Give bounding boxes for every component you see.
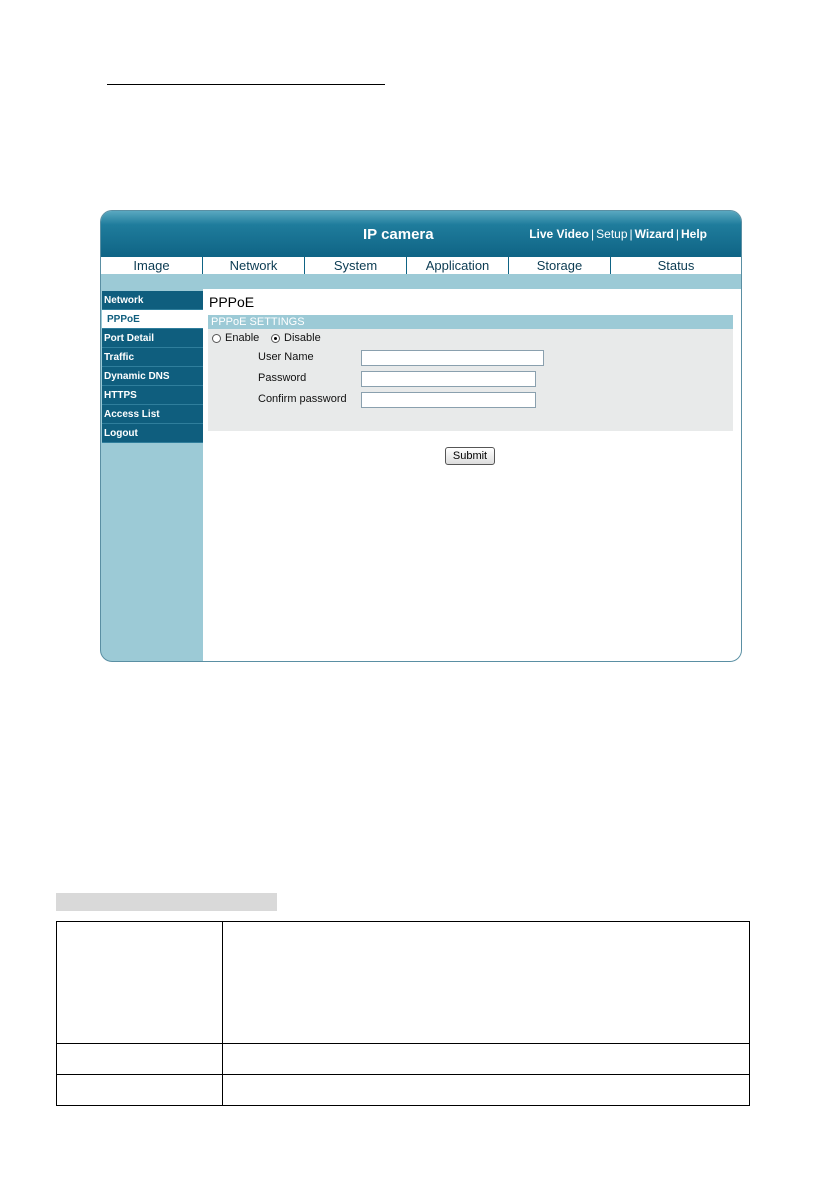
header-links [529, 227, 707, 241]
main-tab-bar [101, 256, 741, 275]
table-cell [57, 1044, 223, 1075]
link-separator: | [675, 227, 679, 241]
link-wizard[interactable]: Wizard [634, 227, 674, 241]
section-header: PPPoE SETTINGS [208, 315, 733, 329]
table-cell [223, 1044, 750, 1075]
link-setup[interactable]: Setup [596, 227, 628, 241]
user-name-label: User Name [258, 351, 314, 363]
sidebar-item-pppoe[interactable]: PPPoE [102, 310, 203, 329]
table-row [57, 1075, 750, 1106]
sidebar-item-traffic[interactable]: Traffic [102, 348, 203, 367]
submit-button[interactable]: Submit [445, 447, 495, 465]
confirm-password-label: Confirm password [258, 393, 347, 405]
confirm-password-input[interactable] [361, 392, 536, 408]
tab-network[interactable]: Network [203, 257, 305, 274]
disable-label: Disable [284, 332, 321, 344]
main-content [203, 289, 741, 661]
link-live-video[interactable]: Live Video [529, 227, 590, 241]
pppoe-settings-panel [208, 329, 733, 431]
header-bar [101, 211, 741, 257]
document-highlight-bar [56, 893, 277, 911]
document-heading-underline [107, 84, 385, 85]
sidebar-item-port-detail[interactable]: Port Detail [102, 329, 203, 348]
password-input[interactable] [361, 371, 536, 387]
tab-storage[interactable]: Storage [509, 257, 611, 274]
table-cell [57, 922, 223, 1044]
sub-strip [101, 274, 741, 289]
sidebar-item-network[interactable]: Network [102, 291, 203, 310]
password-label: Password [258, 372, 307, 384]
tab-application[interactable]: Application [407, 257, 509, 274]
sidebar-item-logout[interactable]: Logout [102, 424, 203, 443]
document-table [56, 921, 750, 1106]
table-cell [57, 1075, 223, 1106]
sidebar [102, 291, 203, 443]
link-separator: | [591, 227, 595, 241]
sidebar-item-dynamic-dns[interactable]: Dynamic DNS [102, 367, 203, 386]
tab-system[interactable]: System [305, 257, 407, 274]
link-separator: | [629, 227, 633, 241]
sidebar-item-access-list[interactable]: Access List [102, 405, 203, 424]
tab-image[interactable]: Image [101, 257, 203, 274]
enable-label: Enable [225, 332, 260, 344]
ip-camera-window [100, 210, 742, 662]
sidebar-item-https[interactable]: HTTPS [102, 386, 203, 405]
user-name-input[interactable] [361, 350, 544, 366]
disable-radio[interactable] [271, 334, 280, 343]
table-row [57, 1044, 750, 1075]
tab-status[interactable]: Status [657, 258, 695, 273]
enable-radio[interactable] [212, 334, 221, 343]
table-cell [223, 922, 750, 1044]
table-cell [223, 1075, 750, 1106]
page-title: PPPoE [209, 294, 255, 310]
app-title: IP camera [363, 226, 434, 243]
link-help[interactable]: Help [680, 227, 707, 241]
table-row [57, 922, 750, 1044]
